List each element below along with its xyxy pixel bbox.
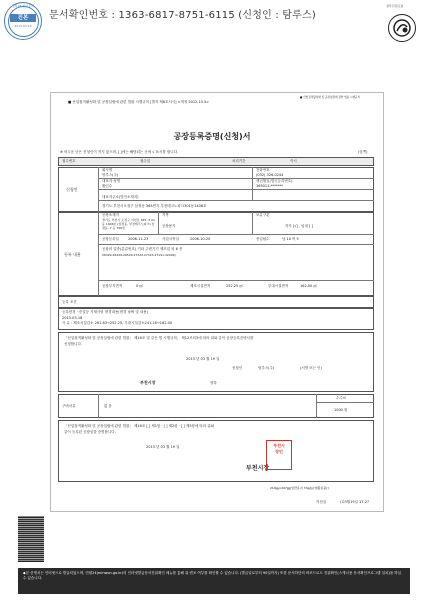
phone-number: (032) 326-0244 (256, 173, 284, 177)
receipt-number-label: 접수번호 (62, 159, 76, 163)
company-name: 탐루스(주) (102, 173, 119, 177)
land-area-label: 공장부지면적 (102, 284, 123, 288)
applicant-sign-label: 신청인 (232, 366, 243, 370)
ownership-label: 보유구분 (256, 213, 270, 217)
divider (316, 402, 374, 403)
verification-notice: ◆본 증명서는 인터넷으로 발급되었으며, 민원24(minwon.go.kr)의 인터넷발급문서진위확인 메뉴를 통해 위·변조 여부를 확인할 수 있습니다. (발급일로부터 90일까지) 또한 문서하단의 바코드로도 진위확인(스캐너용 문서확인프로그램 설치)을 하실 수 있습니다. (23, 571, 401, 580)
applicant-sign: (서명 또는 인) (300, 366, 322, 370)
divider (98, 244, 374, 245)
mfg-area-label: 제조시설면적 (190, 284, 211, 288)
divider (158, 212, 159, 234)
processing-period: 즉시 (290, 159, 297, 163)
divider (252, 212, 253, 234)
divider (98, 178, 374, 179)
certification-text-2: 같이 등록된 공장임을 증명합니다. (64, 430, 116, 434)
company-label: 회사명 (102, 168, 113, 172)
statement-text-1: 「산업집적활성화 및 공장설립에 관한 법률」 제16조 및 같은 법 시행규칙」 제12조의3에 따라 위와 같이 공장등록증명서를 (64, 336, 254, 340)
sub-area-label: 부대시설면적 (268, 284, 289, 288)
start-date: 2006-10-20 (190, 237, 211, 241)
recipient-suffix: 귀하 (210, 381, 217, 385)
industry-codes: 26329,26429,26529,27322,27323,27191,32099) (102, 253, 176, 257)
stamp-label: 진본 (10, 14, 36, 22)
registration-date: 2006-11-23 (128, 237, 149, 241)
issue-date: / 03월19일 17:27 (340, 500, 370, 504)
divider (98, 394, 99, 418)
divider (98, 234, 374, 235)
right-reference: ■ 산업집적활성화 및 공장설립에 관한 법률 시행규칙 (300, 96, 361, 99)
registration-date-label: 공장등록일 (102, 237, 119, 241)
ownership-value: 자가 [√] , 임대 [ ] (285, 224, 313, 228)
receipt-row (58, 157, 374, 166)
document-title: 공장등록증명(신청)서 (173, 132, 251, 141)
document-number: 문서확인번호 : 1363-6817-8751-6115 (신청인 : 탐루스) (49, 10, 316, 21)
certification-date: 2013 년 03 월 19 일 (146, 445, 180, 449)
divider (98, 189, 374, 190)
receipt-date-label: 접수일 (140, 159, 151, 163)
portal-emblem-icon (388, 14, 416, 42)
land-category-label: 지목 (162, 213, 169, 217)
verification-notice-bar (18, 568, 410, 594)
certifying-official: 부천시장 (246, 465, 270, 472)
industry-label: 공장의 업종(분류번호) 기타 주변기기 제조업 외 6 종 (102, 247, 183, 251)
land-area: 0 ㎡ (136, 284, 143, 288)
mfg-area: 252.25 ㎡ (226, 284, 243, 288)
divider (98, 280, 374, 281)
employee-count: 남 10 여 5 (282, 237, 299, 241)
stamp-text: 정부24 발급문서 (11, 4, 35, 8)
land-category: 공장용지 (162, 224, 176, 228)
changes-label: 등록변경 · 증설등 기재사항 변경내용(변경 날짜 및 내용) (62, 310, 149, 314)
sub-area: 162.00 ㎡ (300, 284, 317, 288)
fee-col-docs-value: 없 음 (104, 404, 112, 408)
divider (98, 200, 374, 201)
divider (252, 167, 253, 201)
fee-amount: 1000 원 (334, 408, 348, 412)
employee-label: 종업원수 (256, 237, 270, 241)
rule-reference: ■ 산업집적활성화 및 공장설립에 관한 법률 시행규칙 [별지 제8호서식] <개정 2012.10.5> (68, 100, 210, 104)
applicant-sign-name: 탐루스(주) (258, 366, 275, 370)
start-date-label: 사업시작일 (162, 237, 179, 241)
conditions-label: 등록 조건 (62, 300, 77, 304)
representative-name: 황인수 (102, 184, 113, 188)
portal-label: 정부민원포털 (386, 4, 404, 8)
statement-date: 2013 년 03 월 19 일 (186, 357, 220, 361)
page-side: (앞쪽) (358, 150, 368, 154)
processing-period-label: 처리기간 (232, 159, 246, 163)
applicant-section-label: 신청인 (66, 187, 78, 192)
recipient-name: 부천시장 (140, 380, 156, 385)
fee-col-docs: 구비서류 (62, 404, 76, 408)
paper-spec: 210㎜×297㎜[일반용지 70g/㎡(재활용품)] (270, 486, 329, 490)
official-seal-text: 부천시장인 (273, 443, 285, 454)
fee-col-fee: 수수료 (336, 396, 347, 400)
divider (316, 394, 317, 418)
birth-number: 165011-******* (256, 184, 283, 188)
certification-text-1: 「산업집적활성화 및 공장설립에 관한 법률」 제16조 [ ] 제1항 · [ ] 제2항 · [ ] 제3항에 따라 위와 (64, 424, 215, 428)
changes-content: 사 유 : 제조시설감소 261.83→252.25, 부대시설감소241.18→162.00 (62, 321, 173, 325)
notice: ※ 어두운 난은 신청인이 적지 않으며, [ ]에는 해당되는 곳에 √ 표시를 합니다. (60, 150, 179, 154)
birth-label: 생년월일(법인등록번호) (256, 179, 293, 183)
phone-label: 전화번호 (256, 168, 270, 172)
divider (98, 212, 99, 296)
changes-date: 2013-03-18 (62, 316, 83, 320)
issuer: 이천실 (316, 500, 327, 504)
representative-label: 대표자 성명 (102, 179, 121, 183)
address-value: 경기도 부천시오정구 삼정동 365번지 부천테크노파크301동1406호 (102, 204, 207, 208)
address-label: 대표자주소(법인소재지) (102, 195, 139, 199)
registration-section-label: 등록 내용 (64, 252, 81, 257)
statement-text-2: 신청합니다. (64, 342, 83, 346)
location-value: 경기도 부천시 오정구 석천로 345, 3 01동 1406호 (삼정동, 부천테크노파크) 삼정동, 7 등 700번 (102, 218, 155, 230)
verification-barcode (18, 516, 44, 562)
official-seal (266, 440, 292, 470)
conditions-row (58, 296, 374, 308)
stamp-date: 2013.03.19 (14, 24, 32, 28)
location-label: 공장소재지 (102, 213, 119, 217)
